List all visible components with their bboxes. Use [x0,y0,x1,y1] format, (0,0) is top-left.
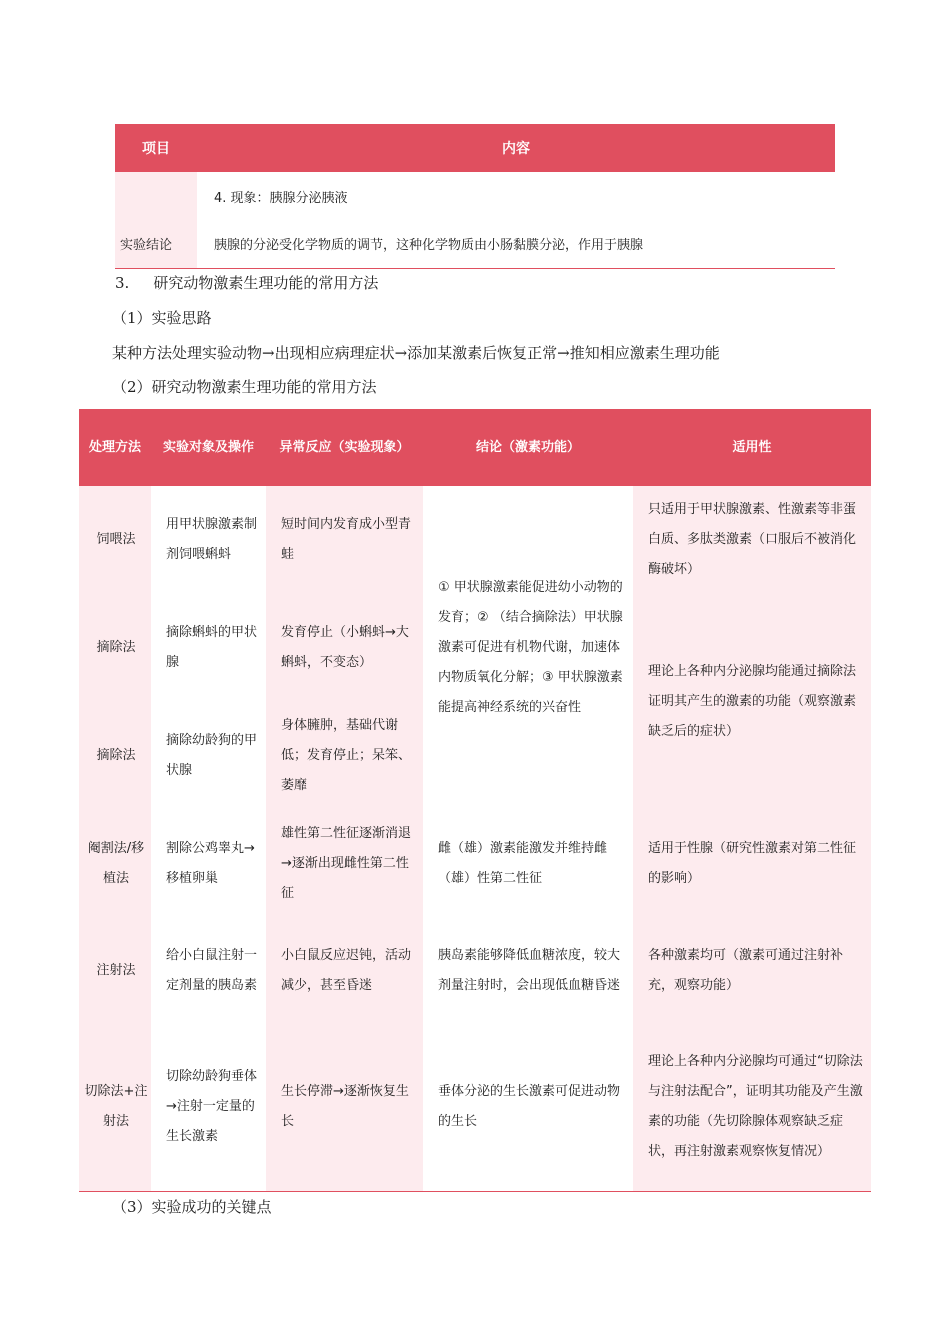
method-cell: 注射法 [79,917,151,1024]
idea-text: 某种方法处理实验动物→出现相应病理症状→添加某激素后恢复正常→推知相应激素生理功能 [112,344,720,362]
header-subject: 实验对象及操作 [151,409,266,486]
subject-cell: 用甲状腺激素制剂饲喂蝌蚪 [151,486,266,594]
header-conclusion: 结论（激素功能） [423,409,633,486]
reaction-cell: 生长停滞→逐渐恢复生长 [266,1024,423,1191]
table-row [79,917,871,1024]
conclusion-cell: 雌（雄）激素能激发并维持雌（雄）性第二性征 [423,810,633,917]
subject-cell: 切除幼龄狗垂体→注射一定量的生长激素 [151,1024,266,1191]
applicability-cell: 理论上各种内分泌腺均能通过摘除法证明其产生的激素的功能（观察激素缺乏后的症状） [633,594,871,810]
subheading-keypoints: （3）实验成功的关键点 [112,1198,272,1216]
subject-cell: 给小白鼠注射一定剂量的胰岛素 [151,917,266,1024]
methods-table [79,409,871,1192]
phenomenon-text: 4. 现象：胰腺分泌胰液 [214,191,348,206]
subject-cell: 摘除蝌蚪的甲状腺 [151,594,266,702]
applicability-cell: 适用于性腺（研究性激素对第二性征的影响） [633,810,871,917]
header-reaction: 异常反应（实验现象） [266,409,423,486]
method-cell: 切除法+注射法 [79,1024,151,1191]
table-row [79,1024,871,1191]
method-cell: 饲喂法 [79,486,151,594]
table-row [115,172,835,269]
reaction-cell: 雄性第二性征逐渐消退→逐渐出现雌性第二性征 [266,810,423,917]
section-heading [115,272,378,293]
subject-cell: 割除公鸡睾丸→移植卵巢 [151,810,266,917]
row-label-cell [115,172,197,268]
method-cell: 阉割法/移植法 [79,810,151,917]
row-label: 实验结论 [120,238,173,253]
subheading-methods: （2）研究动物激素生理功能的常用方法 [112,378,377,396]
reaction-cell: 小白鼠反应迟钝，活动减少，甚至昏迷 [266,917,423,1024]
conclusion-cell: 胰岛素能够降低血糖浓度，较大剂量注射时，会出现低血糖昏迷 [423,917,633,1024]
subject-cell: 摘除幼龄狗的甲状腺 [151,702,266,810]
method-cell: 摘除法 [79,702,151,810]
reaction-cell: 短时间内发育成小型青蛙 [266,486,423,594]
conclusion-table [115,124,835,269]
conclusion-text: 胰腺的分泌受化学物质的调节，这种化学物质由小肠黏膜分泌，作用于胰腺 [214,238,644,253]
reaction-cell: 发育停止（小蝌蚪→大蝌蚪，不变态） [266,594,423,702]
applicability-cell: 各种激素均可（激素可通过注射补充，观察功能） [633,917,871,1024]
header-method: 处理方法 [79,409,151,486]
applicability-cell: 理论上各种内分泌腺均可通过“切除法与注射法配合”，证明其功能及产生激素的功能（先切除腺体观察缺乏症状，再注射激素观察恢复情况） [633,1024,871,1191]
subheading-idea: （1）实验思路 [112,309,212,327]
header-applicability: 适用性 [633,409,871,486]
table-row [79,810,871,917]
reaction-cell: 身体臃肿，基础代谢低；发育停止；呆笨、萎靡 [266,702,423,810]
table-header [115,124,835,172]
header-content: 内容 [502,141,530,157]
applicability-cell: 只适用于甲状腺激素、性激素等非蛋白质、多肽类激素（口服后不被消化酶破坏） [633,486,871,594]
thyroid-conclusion-cell: ① 甲状腺激素能促进幼小动物的发育；② （结合摘除法）甲状腺激素可促进有机物代谢，加速体内物质氧化分解；③ 甲状腺激素能提高神经系统的兴奋性 [423,486,633,810]
row-content-cell [197,172,835,268]
section-title: 研究动物激素生理功能的常用方法 [153,274,379,292]
method-cell: 摘除法 [79,594,151,702]
table-header [79,409,871,486]
section-number: 3. [115,274,130,292]
table-row [79,486,871,594]
conclusion-cell: 垂体分泌的生长激素可促进动物的生长 [423,1024,633,1191]
header-item: 项目 [142,141,170,157]
